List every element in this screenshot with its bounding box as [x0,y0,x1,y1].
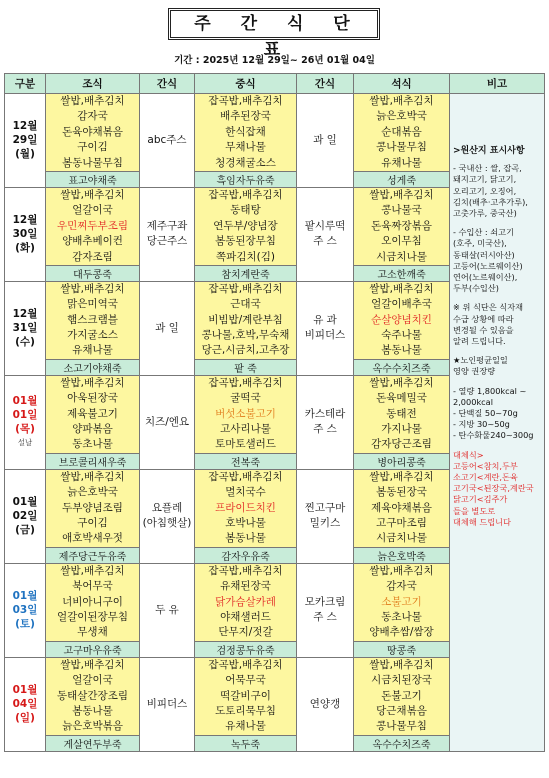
menu-item: 비빔밥/계란부침 [208,313,283,326]
lunch-porridge: 전복죽 [195,453,297,469]
menu-item: 얼갈이된장무침 [56,610,128,623]
dinner-cell [354,469,450,547]
day-label-line: 31일 [12,322,38,335]
menu-item: 쌀밥,배추김치 [60,282,125,295]
lunch-cell [195,187,297,265]
day-label-line: 12월 [12,308,38,321]
menu-item: 한식잡채 [225,125,266,138]
dinner-porridge: 땅콩죽 [354,641,450,657]
menu-item: 순살양념치킨 [371,313,432,326]
menu-item: 닭가슴살카레 [215,595,276,608]
weekly-menu-table [4,73,545,752]
day-label-line: (일) [15,712,35,725]
breakfast-cell [46,469,140,547]
menu-item: 쌀밥,배추김치 [369,188,434,201]
col-header-remarks: 비고 [450,74,545,94]
substitute-line: 대체식> [453,449,484,460]
substitute-line: 고기국<된장국,계란국 [453,483,534,494]
menu-item: 구이김 [77,141,108,154]
menu-item: 봄동나물 [225,532,266,545]
snack-item: (아침햇살) [142,517,192,530]
menu-item: 늙은호박국 [67,486,118,499]
menu-item: 제육불고기 [67,407,118,420]
menu-item: 햄스크램블 [67,313,118,326]
menu-item: 잡곡밥,배추김치 [208,470,283,483]
dinner-porridge: 옥수수치즈죽 [354,359,450,375]
lunch-cell [195,281,297,359]
snack-item: 제주구좌 [146,220,188,233]
breakfast-porridge: 게살연두부죽 [46,735,140,751]
menu-item: 감자국 [386,580,417,593]
dinner-cell [354,281,450,359]
menu-item: 돈육짜장볶음 [371,219,432,232]
menu-item: 시금치나물 [376,250,427,263]
origin-domestic-line: - 국내산 : 쌀, 잡곡, [453,163,522,174]
dinner-cell [354,94,450,172]
menu-item: 두부양념조림 [62,501,123,514]
day-label-line: (수) [15,336,35,349]
snack-item: 당근주스 [146,235,188,248]
snack-item: 카스테라 [304,408,346,421]
menu-item: 봄동나물무침 [62,156,123,169]
substitute-line: 들을 별도로 [453,505,496,516]
menu-item: 당근채볶음 [376,704,427,717]
menu-item: 늙은호박볶음 [62,720,123,733]
menu-item: 잡곡밥,배추김치 [208,188,283,201]
nutrition [453,386,541,442]
day-label-line: 01일 [12,409,38,422]
dinner-cell [354,375,450,453]
menu-item: 당근,시금치,고추장 [201,344,290,357]
dinner-cell [354,187,450,265]
menu-item: 떡갈비구이 [220,689,271,702]
snack-item: 주 스 [313,423,337,436]
menu-item: 쌀밥,배추김치 [369,95,434,107]
snack-pm-cell [297,469,354,563]
origin-imported-line: 두부(수입산) [453,283,499,294]
menu-item: 야채샐러드 [220,610,271,623]
snack-item: 비피더스 [304,329,346,342]
snack-am-cell [140,187,195,281]
snack-item: 과 일 [313,133,337,146]
menu-item: 봄동나물 [72,704,113,717]
breakfast-cell [46,563,140,641]
col-header-lunch: 중식 [195,74,297,94]
lunch-porridge: 감자우유죽 [195,547,297,563]
origin-title: >원산지 표시사항 [453,146,525,156]
snack-item: 모카크림 [304,596,346,609]
col-header-snack-pm: 간식 [297,74,354,94]
day-label-line: 04일 [12,698,38,711]
menu-item: 쌀밥,배추김치 [60,470,125,483]
menu-item: 근대국 [230,298,261,311]
menu-item: 쌀밥,배추김치 [369,658,434,671]
page-title: 주 간 식 단 표 [168,8,380,40]
menu-item: 유채나물 [381,156,422,169]
menu-item: 오이무침 [381,235,422,248]
header-row [5,74,545,94]
snack-item: 주 스 [313,235,337,248]
origin-imported-line: 동태살(러시아산) [453,249,515,260]
snack-am-cell [140,657,195,751]
breakfast-porridge: 브로콜리새우죽 [46,453,140,469]
nutrition-line: - 열량 1,800kcal ~ [453,385,527,396]
menu-item: 양배추베이컨 [62,235,123,248]
menu-item: 무채나물 [225,141,266,154]
snack-pm-cell [297,94,354,188]
menu-item: 연두부/양념장 [213,219,278,232]
day-label [5,563,46,657]
dinner-porridge: 병아리콩죽 [354,453,450,469]
substitute-line: 닭고기<김주가 [453,494,508,505]
day-label [5,375,46,469]
notice-line: ※ 위 식단은 식자재 [453,302,524,313]
day-label-line: (화) [15,242,35,255]
snack-pm-cell [297,375,354,469]
snack-am-cell [140,94,195,188]
menu-item: 도토리묵무침 [215,704,276,717]
menu-item: 양파볶음 [72,423,113,436]
menu-item: 단무지/젓갈 [218,626,273,639]
menu-item: 양배추쌈/쌈장 [369,626,434,639]
menu-item: 유채된장국 [220,580,271,593]
day-label [5,281,46,375]
menu-item: 동초나물 [72,438,113,451]
notice [453,302,541,347]
col-header-dinner: 석식 [354,74,450,94]
nutrition-line: - 지방 30~50g [453,419,510,430]
menu-item: 얼갈이배추국 [371,298,432,311]
snack-item: 비피더스 [146,697,188,710]
menu-item: 고사리나물 [220,423,271,436]
substitute-line: 고등어<참치,두부 [453,460,518,471]
menu-item: 쌀밥,배추김치 [369,470,434,483]
lunch-cell [195,94,297,172]
origin-domestic-line: 오리고기, 오징어, [453,185,517,196]
dinner-porridge: 고소한깨죽 [354,265,450,281]
menu-item: 감자조림 [72,250,113,263]
menu-item: 청경채굴소스 [215,156,276,169]
day-label [5,657,46,751]
period-label: 기간 : 2025년 12월 29일~ 26년 01월 04일 [174,55,375,66]
nutrition-line: - 단백질 50~70g [453,408,518,419]
origin-imported-line: (호주, 미국산), [453,238,507,249]
menu-item: 봄동된장무침 [215,235,276,248]
lunch-cell [195,563,297,641]
day-label-line: 30일 [12,228,38,241]
day-label [5,187,46,281]
menu-item: 콩나물무침 [376,720,427,733]
breakfast-porridge: 대두콩죽 [46,265,140,281]
menu-item: 콩나물국 [381,204,422,217]
dinner-porridge: 성게죽 [354,171,450,187]
origin-domestic [453,163,541,219]
menu-item: 쌀밥,배추김치 [60,376,125,389]
nutrition-title-line: 영양 권장량 [453,366,496,377]
menu-item: 호박나물 [225,516,266,529]
menu-item: 잡곡밥,배추김치 [208,95,283,107]
lunch-cell [195,657,297,735]
menu-item: 쪽파김치(김) [216,250,275,263]
origin-domestic-line: 돼지고기, 닭고기, [453,174,517,185]
menu-item: 배추된장국 [220,110,271,123]
menu-item: 순대볶음 [381,125,422,138]
menu-item: 잡곡밥,배추김치 [208,658,283,671]
snack-pm-cell [297,657,354,751]
menu-item: 봄동나물 [381,344,422,357]
menu-item: 늙은호박국 [376,110,427,123]
breakfast-porridge: 표고야채죽 [46,171,140,187]
snack-item: 두 유 [155,603,179,616]
menu-item: 맑은미역국 [67,298,118,311]
menu-item: 돈육메밀국 [376,392,427,405]
menu-item: 잡곡밥,배추김치 [208,282,283,295]
menu-item: 콩나물무침 [376,141,427,154]
menu-item: 돈불고기 [381,689,422,702]
day-label-line: 12월 [12,120,38,133]
snack-pm-cell [297,281,354,375]
day-label [5,94,46,188]
nutrition-title-line: ★노인평균일일 [453,355,508,366]
snack-item: 요플레 [151,502,183,515]
dinner-cell [354,563,450,641]
origin-imported [453,227,541,294]
menu-item: 애호박새우젓 [62,532,123,545]
snack-item: 연양갱 [309,697,341,710]
menu-item: 시금치된장국 [371,674,432,687]
remarks-cell [450,94,545,752]
day-label-line: 03일 [12,604,38,617]
menu-item: 버섯소불고기 [215,407,276,420]
lunch-cell [195,469,297,547]
col-header-snack-am: 간식 [140,74,195,94]
day-label [5,469,46,563]
menu-item: 동태살간장조림 [56,689,128,702]
lunch-cell [195,375,297,453]
menu-item: 콩나물,호박,무숙채 [201,329,290,342]
dinner-porridge: 늙은호박죽 [354,547,450,563]
menu-item: 가지굴소스 [67,329,118,342]
nutrition-line: 2,000kcal [453,396,493,407]
menu-item: 감자당근조림 [371,438,432,451]
menu-item: 쌀밥,배추김치 [369,282,434,295]
day-label-line: 01월 [12,395,38,408]
substitute-line: 대체해 드립니다 [453,516,511,527]
menu-item: 고구마조림 [376,516,427,529]
menu-item: 얼갈이국 [72,674,113,687]
day-label-line: (목) [15,423,35,436]
substitute [453,450,541,528]
origin-domestic-line: 김치(배추·고추가루), [453,196,528,207]
menu-item: 봄동된장국 [376,486,427,499]
breakfast-cell [46,375,140,453]
menu-item: 잡곡밥,배추김치 [208,376,283,389]
snack-am-cell [140,563,195,657]
menu-item: 감자국 [77,110,108,123]
snack-item: 팥시루떡 [304,220,346,233]
snack-am-cell [140,375,195,469]
menu-item: 무생채 [77,626,108,639]
menu-item: 동태전 [386,407,417,420]
lunch-porridge: 검정콩두유죽 [195,641,297,657]
snack-pm-cell [297,563,354,657]
snack-item: 찐고구마 [304,502,346,515]
menu-item: 유채나물 [225,720,266,733]
col-header-breakfast: 조식 [46,74,140,94]
menu-item: 쌀밥,배추김치 [60,564,125,577]
menu-item: 동초나물 [381,610,422,623]
snack-item: 밀키스 [309,517,341,530]
breakfast-cell [46,281,140,359]
snack-item: 주 스 [313,611,337,624]
menu-item: 북어무국 [72,580,113,593]
dinner-porridge: 옥수수치즈죽 [354,735,450,751]
nutrition-title [453,355,541,377]
notice-line: 수급 상황에 따라 [453,313,514,324]
origin-imported-line: 연어(노르웨이산), [453,272,518,283]
menu-item: 유채나물 [72,344,113,357]
snack-pm-cell [297,187,354,281]
day-label-line: (토) [15,618,35,631]
day-label-line: (금) [15,524,35,537]
menu-item: 쌀밥,배추김치 [60,188,125,201]
table-row [5,94,545,172]
menu-item: 가지나물 [381,423,422,436]
menu-item: 아욱된장국 [67,392,118,405]
day-label-line: 01월 [12,590,38,603]
menu-item: 쌀밥,배추김치 [369,564,434,577]
lunch-porridge: 참치계란죽 [195,265,297,281]
nutrition-line: - 탄수화물240~300g [453,430,534,441]
snack-am-cell [140,469,195,563]
notice-line: 변경될 수 있음을 [453,324,514,335]
holiday-note: 설날 [17,438,33,448]
menu-item: 우민찌두부조림 [56,219,128,232]
day-label-line: (월) [15,148,35,161]
origin-domestic-line: 고춧가루, 중국산) [453,208,517,219]
origin-imported-line: 고등어(노르웨이산) [453,260,523,271]
breakfast-cell [46,187,140,265]
menu-item: 시금치나물 [376,532,427,545]
menu-item: 제육야채볶음 [371,501,432,514]
substitute-line: 소고기<계란,돈육 [453,472,518,483]
menu-item: 프라이드치킨 [215,501,276,514]
day-label-line: 12월 [12,214,38,227]
lunch-porridge: 팥 죽 [195,359,297,375]
menu-item: 너비아니구이 [62,595,123,608]
menu-item: 굴떡국 [230,392,261,405]
snack-item: 치즈/엔요 [144,415,190,428]
menu-item: 잡곡밥,배추김치 [208,564,283,577]
breakfast-porridge: 제주당근두유죽 [46,547,140,563]
menu-item: 어묵무국 [225,674,266,687]
menu-item: 쌀밥,배추김치 [60,95,125,107]
day-label-line: 01월 [12,496,38,509]
lunch-porridge: 흑임자두유죽 [195,171,297,187]
breakfast-cell [46,94,140,172]
menu-item: 동태탕 [230,204,261,217]
menu-item: 소불고기 [381,595,422,608]
dinner-cell [354,657,450,735]
day-label-line: 02일 [12,510,38,523]
breakfast-cell [46,657,140,735]
origin-imported-line: - 수입산 : 쇠고기 [453,227,514,238]
menu-item: 쌀밥,배추김치 [369,376,434,389]
menu-item: 얼갈이국 [72,204,113,217]
snack-item: 과 일 [155,321,179,334]
menu-item: 돈육야채볶음 [62,125,123,138]
menu-item: 멸치국수 [225,486,266,499]
notice-line: 알려 드립니다. [453,336,506,347]
snack-item: 유 과 [313,314,337,327]
breakfast-porridge: 고구마우유죽 [46,641,140,657]
snack-item: abc주스 [147,133,187,146]
menu-item: 쌀밥,배추김치 [60,658,125,671]
menu-item: 구이김 [77,516,108,529]
snack-am-cell [140,281,195,375]
menu-item: 숙주나물 [381,329,422,342]
lunch-porridge: 녹두죽 [195,735,297,751]
day-label-line: 29일 [12,134,38,147]
day-label-line: 01월 [12,684,38,697]
col-header-category: 구분 [5,74,46,94]
breakfast-porridge: 소고기야채죽 [46,359,140,375]
menu-item: 토마토샐러드 [215,438,276,451]
